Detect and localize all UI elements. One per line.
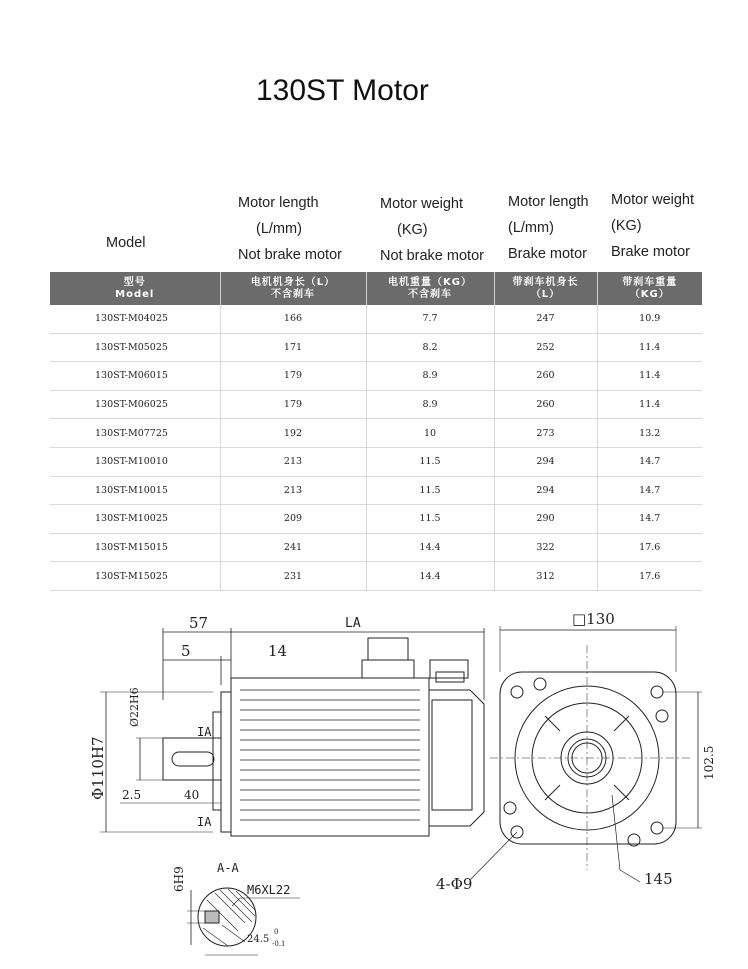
table-row: 130ST-M10015 213 11.5 294 14.7 (50, 476, 702, 505)
header-model-label: Model (106, 235, 146, 251)
table-row: 130ST-M04025 166 7.7 247 10.9 (50, 305, 702, 333)
header-col3-line3: Brake motor (508, 246, 587, 262)
header-col4 (611, 187, 694, 265)
table-row: 130ST-M06025 179 8.9 260 11.4 (50, 390, 702, 419)
table-header-brake-weight: 带刹车重量 （KG） (597, 272, 702, 305)
header-col4-line2: (KG) (611, 218, 642, 234)
header-col1 (238, 190, 342, 268)
table-row: 130ST-M07725 192 10 273 13.2 (50, 419, 702, 448)
dim-5: 5 (181, 642, 191, 660)
dim-145: 145 (644, 870, 673, 888)
table-header-model: 型号 Model (50, 272, 220, 305)
dim-22h6: Ø22H6 (128, 687, 141, 727)
dim-110h7: Φ110H7 (89, 736, 107, 800)
spec-table (50, 272, 702, 591)
table-row: 130ST-M10025 209 11.5 290 14.7 (50, 505, 702, 534)
table-header-weight: 电机重量（KG） 不含刹车 (366, 272, 494, 305)
header-col1-line3: Not brake motor (238, 247, 342, 263)
table-row: 130ST-M15015 241 14.4 322 17.6 (50, 533, 702, 562)
motor-drawing (0, 600, 748, 969)
header-col4-line3: Brake motor (611, 244, 690, 260)
page-title: 130ST Motor (256, 74, 429, 107)
dim-24-5: 24.5 (247, 934, 270, 945)
header-col2-line2: (KG) (397, 222, 428, 238)
table-header-length: 电机机身长（L） 不含刹车 (220, 272, 366, 305)
header-col1-line1: Motor length (238, 195, 319, 211)
table-row: 130ST-M10010 213 11.5 294 14.7 (50, 447, 702, 476)
tol-lower: -0.1 (272, 940, 286, 948)
table-header-brake-length: 带刹车机身长 （L） (494, 272, 597, 305)
dim-ia-bottom: IA (197, 815, 212, 829)
table-row: 130ST-M15025 231 14.4 312 17.6 (50, 562, 702, 591)
dim-ia-top: IA (197, 725, 212, 739)
header-col3-line1: Motor length (508, 194, 589, 210)
header-col1-line2: (L/mm) (256, 221, 302, 237)
dim-6h9: 6H9 (172, 866, 186, 892)
dim-57: 57 (189, 614, 209, 632)
dim-102-5: 102.5 (702, 745, 716, 780)
header-col2-line1: Motor weight (380, 196, 464, 212)
header-col2 (380, 191, 484, 269)
header-col3-line2: (L/mm) (508, 220, 554, 236)
table-row: 130ST-M06015 179 8.9 260 11.4 (50, 362, 702, 391)
header-col3 (508, 189, 589, 267)
header-col2-line3: Not brake motor (380, 248, 484, 264)
section-label-aa: A-A (217, 861, 239, 875)
dim-m6xl22: M6XL22 (247, 883, 291, 897)
dim-14: 14 (268, 642, 288, 660)
dim-la: LA (345, 616, 361, 631)
dim-4-phi9: 4-Φ9 (436, 875, 473, 893)
dim-2-5: 2.5 (122, 788, 142, 802)
tol-upper: 0 (274, 928, 279, 936)
header-col4-line1: Motor weight (611, 192, 695, 208)
dim-square-130: □130 (572, 610, 615, 628)
table-row: 130ST-M05025 171 8.2 252 11.4 (50, 333, 702, 362)
table-header-row (50, 272, 702, 305)
dim-40: 40 (184, 788, 200, 802)
